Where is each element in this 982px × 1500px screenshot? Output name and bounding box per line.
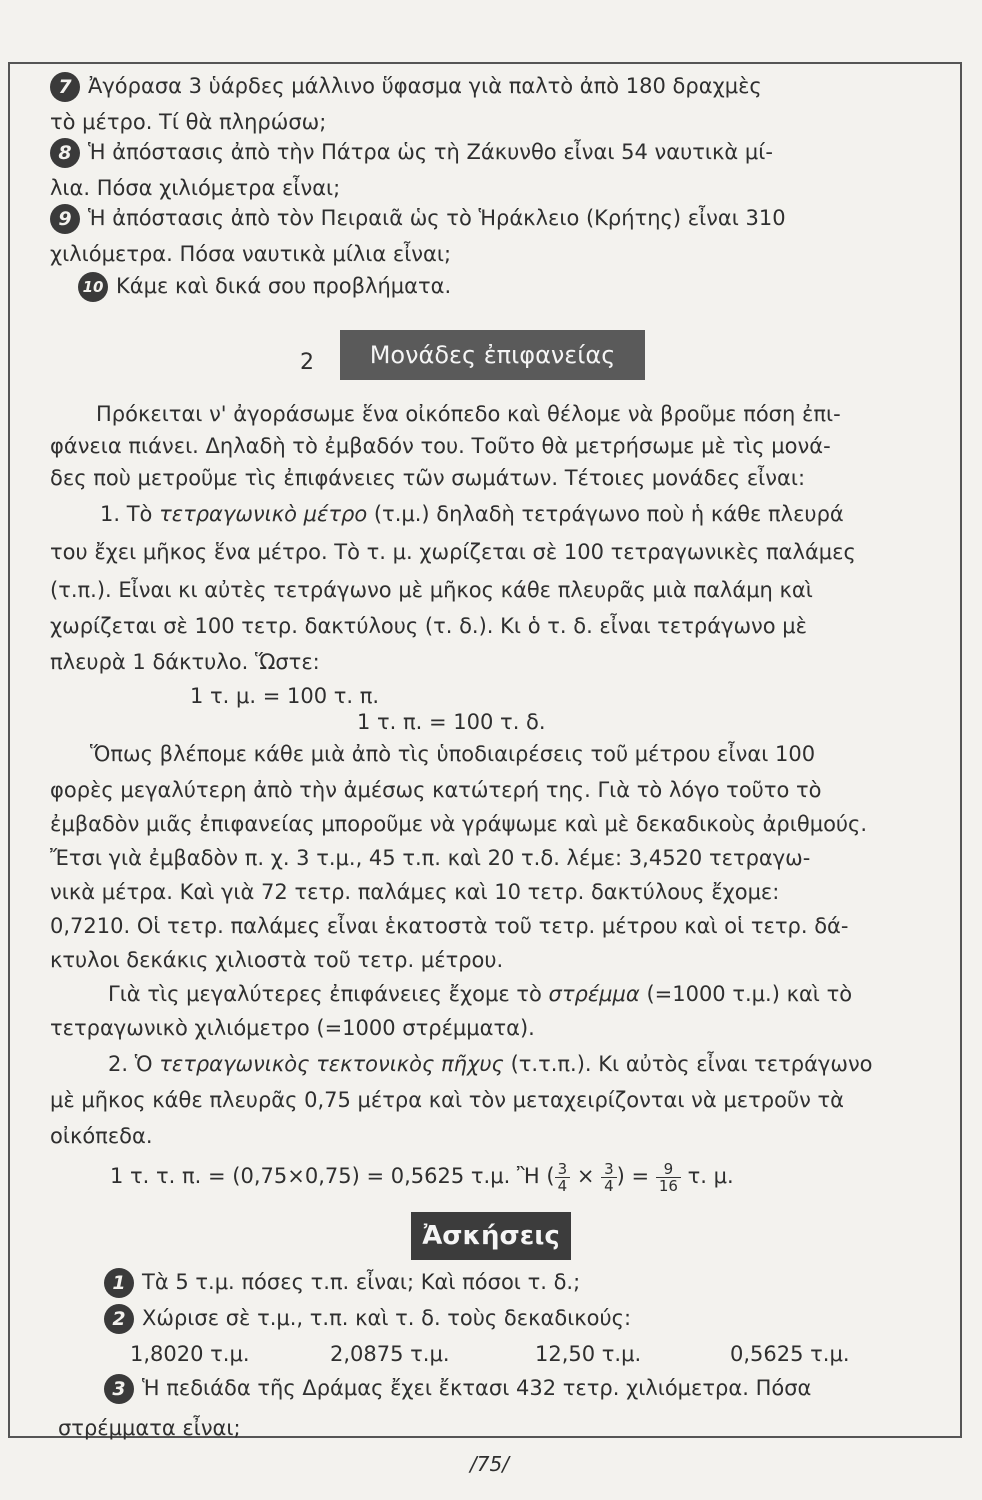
exercise-3: 3 Ἡ πεδιάδα τῆς Δράμας ἔχει ἔκτασι 432 τετρ. χιλιόμετρα. Πόσα: [104, 1374, 974, 1404]
exercise-number-badge: 3: [104, 1374, 134, 1404]
paragraph-line: νικὰ μέτρα. Καὶ γιὰ 72 τετρ. παλάμες καὶ 10 τετρ. δακτύλους ἔχομε:: [50, 880, 780, 904]
exercise-3-line2: στρέμματα εἶναι;: [58, 1416, 241, 1440]
exercise-7: 7 Ἀγόρασα 3 ὑάρδες μάλλινο ὕφασμα γιὰ παλτὸ ἀπὸ 180 δραχμὲς: [50, 72, 920, 102]
equation-2: 1 τ. π. = 100 τ. δ.: [357, 710, 546, 734]
exercise-1: 1 Τὰ 5 τ.μ. πόσες τ.π. εἶναι; Καὶ πόσοι τ. δ.;: [104, 1268, 974, 1298]
exercise-10: 10 Κάμε καὶ δικά σου προβλήματα.: [78, 272, 948, 302]
exercise-number-badge: 8: [50, 138, 80, 168]
exercise-7-line2: τὸ μέτρο. Τί θὰ πληρώσω;: [50, 110, 327, 134]
paragraph-line: οἰκόπεδα.: [50, 1124, 153, 1148]
exercise-2-values: [130, 1340, 982, 1368]
paragraph-line: Ἔτσι γιὰ ἐμβαδὸν π. χ. 3 τ.μ., 45 τ.π. καὶ 20 τ.δ. λέμε: 3,4520 τετραγω-: [50, 846, 811, 870]
exercise-number-badge: 7: [50, 72, 80, 102]
fraction: $\frac{3}{4}$: [601, 1161, 617, 1194]
exercise-9: 9 Ἡ ἀπόστασις ἀπὸ τὸν Πειραιᾶ ὡς τὸ Ἡράκλειο (Κρήτης) εἶναι 310: [50, 204, 920, 234]
paragraph-line: πλευρὰ 1 δάκτυλο. Ὥστε:: [50, 650, 320, 674]
decimal-value: 12,50 τ.μ.: [535, 1342, 642, 1366]
term-italic: τετραγωνικὸ μέτρο: [159, 502, 368, 526]
paragraph-line: Γιὰ τὶς μεγαλύτερες ἐπιφάνειες ἔχομε τὸ στρέμμα (=1000 τ.μ.) καὶ τὸ: [108, 982, 853, 1006]
formula-line: 1 τ. τ. π. = (0,75×0,75) = 0,5625 τ.μ. Ἢ ( $\frac{3}{4}$ × $\frac{3}{4}$ ) = $\frac{9}{16}$ τ. μ.: [110, 1159, 734, 1195]
paragraph-line: Πρόκειται ν' ἀγοράσωμε ἕνα οἰκόπεδο καὶ θέλομε νὰ βροῦμε πόση ἐπι-: [96, 402, 841, 426]
page-number: /75/: [470, 1452, 509, 1476]
paragraph-line: ἐμβαδὸν μιᾶς ἐπιφανείας μποροῦμε νὰ γράψωμε καὶ μὲ δεκαδικοὺς ἀριθμούς.: [50, 812, 868, 836]
definition-line: 1. Τὸ τετραγωνικὸ μέτρο (τ.μ.) δηλαδὴ τετράγωνο ποὺ ἡ κάθε πλευρά: [100, 502, 844, 526]
term-italic: στρέμμα: [548, 982, 640, 1006]
exercise-9-line2: χιλιόμετρα. Πόσα ναυτικὰ μίλια εἶναι;: [50, 242, 452, 266]
section-number: 2: [300, 350, 314, 375]
definition-line: 2. Ὁ τετραγωνικὸς τεκτονικὸς πῆχυς (τ.τ.π.). Κι αὐτὸς εἶναι τετράγωνο: [108, 1052, 873, 1076]
exercise-number-badge: 9: [50, 204, 80, 234]
paragraph-line: 0,7210. Οἱ τετρ. παλάμες εἶναι ἑκατοστὰ τοῦ τετρ. μέτρου καὶ οἱ τετρ. δά-: [50, 914, 849, 938]
exercise-8-line2: λια. Πόσα χιλιόμετρα εἶναι;: [50, 176, 341, 200]
fraction: $\frac{3}{4}$: [555, 1161, 571, 1194]
paragraph-line: κτυλοι δεκάκις χιλιοστὰ τοῦ τετρ. μέτρου.: [50, 948, 504, 972]
paragraph-line: χωρίζεται σὲ 100 τετρ. δακτύλους (τ. δ.). Κι ὁ τ. δ. εἶναι τετράγωνο μὲ: [50, 614, 808, 638]
term-italic: τετραγωνικὸς τεκτονικὸς πῆχυς: [159, 1052, 504, 1076]
exercise-number-badge: 1: [104, 1268, 134, 1298]
paragraph-line: τετραγωνικὸ χιλιόμετρο (=1000 στρέμματα).: [50, 1016, 535, 1040]
paragraph-line: (τ.π.). Εἶναι κι αὐτὲς τετράγωνο μὲ μῆκος κάθε πλευρᾶς μιὰ παλάμη καὶ: [50, 578, 813, 602]
exercise-8: 8 Ἡ ἀπόστασις ἀπὸ τὴν Πάτρα ὡς τὴ Ζάκυνθο εἶναι 54 ναυτικὰ μί-: [50, 138, 920, 168]
decimal-value: 0,5625 τ.μ.: [730, 1342, 850, 1366]
fraction: $\frac{9}{16}$: [656, 1161, 681, 1194]
exercise-number-badge: 10: [78, 272, 108, 302]
decimal-value: 1,8020 τ.μ.: [130, 1342, 250, 1366]
exercises-heading: Ἀσκήσεις: [411, 1212, 571, 1260]
paragraph-line: του ἔχει μῆκος ἕνα μέτρο. Τὸ τ. μ. χωρίζεται σὲ 100 τετραγωνικὲς παλάμες: [50, 540, 856, 564]
paragraph-line: Ὅπως βλέπομε κάθε μιὰ ἀπὸ τὶς ὑποδιαιρέσεις τοῦ μέτρου εἶναι 100: [90, 742, 816, 766]
exercise-2: 2 Χώρισε σὲ τ.μ., τ.π. καὶ τ. δ. τοὺς δεκαδικούς:: [104, 1304, 974, 1334]
paragraph-line: φάνεια πιάνει. Δηλαδὴ τὸ ἐμβαδόν του. Τοῦτο θὰ μετρήσωμε μὲ τὶς μονά-: [50, 434, 831, 458]
equation-1: 1 τ. μ. = 100 τ. π.: [190, 684, 380, 708]
paragraph-line: μὲ μῆκος κάθε πλευρᾶς 0,75 μέτρα καὶ τὸν μεταχειρίζονται νὰ μετροῦν τὰ: [50, 1088, 844, 1112]
paragraph-line: φορὲς μεγαλύτερη ἀπὸ τὴν ἀμέσως κατώτερή της. Γιὰ τὸ λόγο τοῦτο τὸ: [50, 778, 822, 802]
exercise-number-badge: 2: [104, 1304, 134, 1334]
decimal-value: 2,0875 τ.μ.: [330, 1342, 450, 1366]
paragraph-line: δες ποὺ μετροῦμε τὶς ἐπιφάνειες τῶν σωμάτων. Τέτοιες μονάδες εἶναι:: [50, 466, 806, 490]
section-title: Μονάδες ἐπιφανείας: [340, 330, 645, 380]
